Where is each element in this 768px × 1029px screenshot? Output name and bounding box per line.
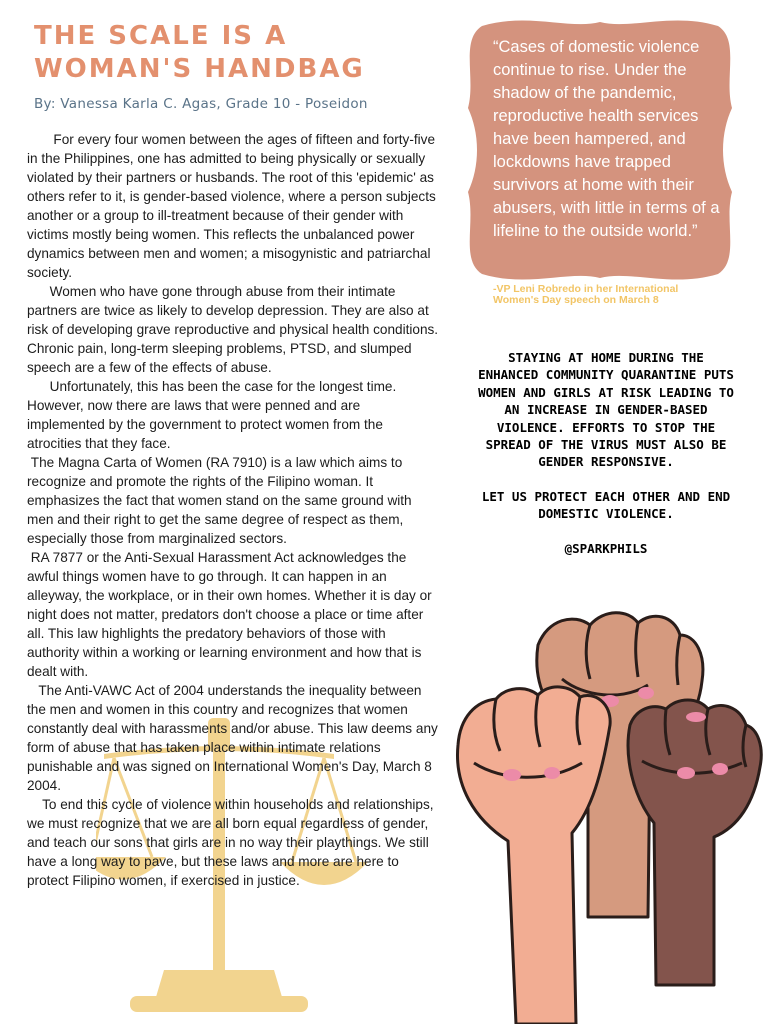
- article-paragraph: The Magna Carta of Women (RA 7910) is a law which aims to recognize and promote the rights of the Filipino woman. It emphasizes the fact that women stand on the same ground with men and their right to get the same degree of respect as them, especially those from marginalized sectors.: [27, 455, 412, 546]
- article-paragraph: Unfortunately, this has been the case for the longest time. However, now there are laws that were penned and are implemented by the government to protect women from the atrocities that they face.: [27, 379, 397, 451]
- article-paragraph: The Anti-VAWC Act of 2004 understands the inequality between the men and women in this country and recognizes that women constantly deal with harassments and/or abuse. This law deems any form of abuse that has taken place within intimate relations punishable and was signed on International Women's Day, March 8 2004.: [27, 683, 438, 793]
- social-handle: @SPARKPHILS: [564, 540, 648, 556]
- raised-fists-icon: [452, 605, 768, 1024]
- callout-paragraph-1: STAYING AT HOME DURING THE ENHANCED COMMUNITY QUARANTINE PUTS WOMEN AND GIRLS AT RISK LEADING TO AN INCREASE IN GENDER-BASED VIOLENCE. EFFORTS TO STOP THE SPREAD OF THE VIRUS MUST ALSO BE GENDER RESPONSIVE.: [478, 350, 734, 470]
- article-paragraph: To end this cycle of violence within households and relationships, we must recognize that we are all born equal regardless of gender, and teach our sons that girls are in no way their playthings. We still have a long way to pave, but these laws and more are here to protect Filipino women, if exercised in justice.: [27, 797, 434, 888]
- title-line-2: WOMAN'S HANDBAG: [34, 54, 365, 84]
- article-paragraph: RA 7877 or the Anti-Sexual Harassment Act acknowledges the awful things women have to go through. It can happen in an alleyway, the workplace, or in their own homes. Whether it is day or night does not matter, predators don't choose a place or time after all. This law highlights the predatory behaviors of those with authority within a working or learning environment and how that is dealt with.: [27, 550, 432, 679]
- callout-paragraph-2: LET US PROTECT EACH OTHER AND END DOMESTIC VIOLENCE.: [481, 488, 731, 522]
- quote-attribution: -VP Leni Robredo in her International Women's Day speech on March 8: [493, 283, 679, 306]
- byline: By: Vanessa Karla C. Agas, Grade 10 - Poseidon: [34, 96, 368, 112]
- article-paragraph: For every four women between the ages of fifteen and forty-five in the Philippines, one has admitted to being physically or sexually violated by their partners or husbands. The root of this 'epidemic' as others refer to it, is gender-based violence, where a person subjects another or a group to ill-treatment because of their gender with victims mostly being women. This reflects the unbalanced power dynamics between men and women; a misogynistic and patriarchal society.: [27, 132, 436, 280]
- quote-text: “Cases of domestic violence continue to rise. Under the shadow of the pandemic, reproductive health services have been hampered, and lockdowns have trapped survivors at home with their abusers, with little in terms of a lifeline to the outside world.”: [493, 38, 720, 240]
- article-paragraph: Women who have gone through abuse from their intimate partners are twice as likely to develop depression. They are also at risk of developing grave reproductive and physical health conditions. Chronic pain, long-term sleeping problems, PTSD, and slumped speech are a few of the effects of abuse.: [27, 284, 439, 375]
- page-title: [34, 20, 414, 86]
- article-body: [27, 130, 439, 890]
- quote-box: [458, 16, 742, 284]
- title-line-1: THE SCALE IS A: [34, 21, 288, 51]
- callout-message: [478, 349, 734, 574]
